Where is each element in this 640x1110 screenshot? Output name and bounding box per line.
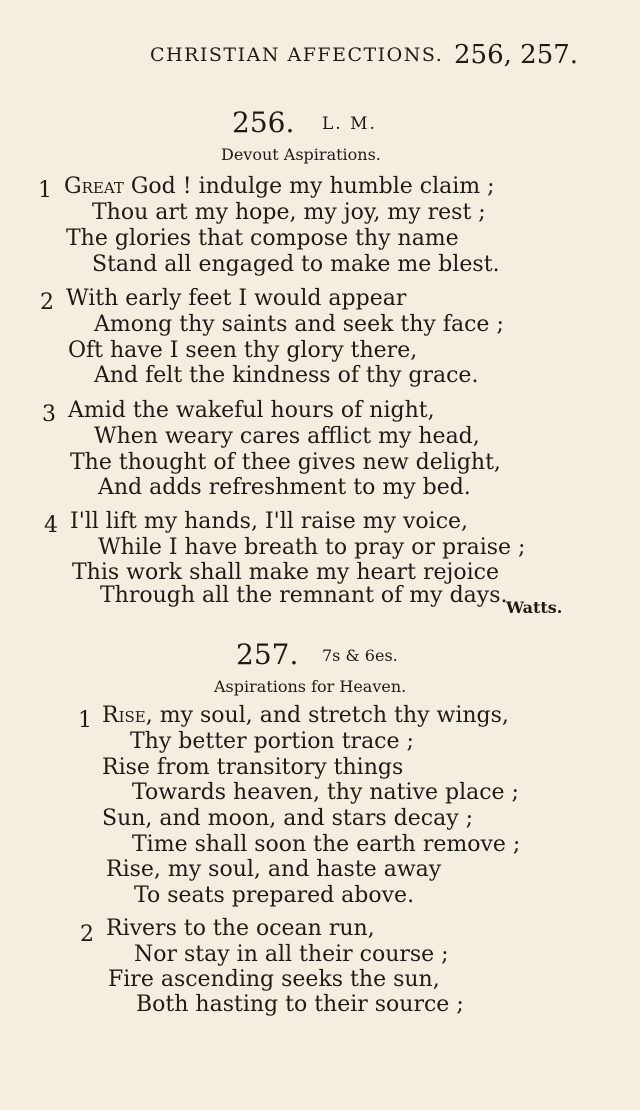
line-rest: , my soul, and stretch thy wings,	[145, 703, 509, 728]
verse-line: Among thy saints and seek thy face ;	[94, 312, 504, 337]
hymn-title: Aspirations for Heaven.	[214, 677, 407, 696]
verse-number: 2	[80, 922, 94, 947]
verse-line: And adds refreshment to my bed.	[98, 475, 471, 500]
hymn-number: 256.	[232, 106, 295, 139]
verse-line: Oft have I seen thy glory there,	[68, 338, 418, 363]
verse-line: Fire ascending seeks the sun,	[108, 967, 440, 992]
verse-line: When weary cares afflict my head,	[94, 424, 480, 449]
verse-number: 1	[38, 178, 52, 203]
verse-line: Rivers to the ocean run,	[106, 916, 375, 941]
verse-line: And felt the kindness of thy grace.	[94, 363, 479, 388]
hymn-meter: L. M.	[322, 114, 377, 134]
verse-line: Towards heaven, thy native place ;	[132, 780, 519, 805]
verse-line: Both hasting to their source ;	[136, 992, 464, 1017]
verse-line: Time shall soon the earth remove ;	[132, 832, 521, 857]
verse-line: Stand all engaged to make me blest.	[92, 252, 500, 277]
line-rest: God ! indulge my humble claim ;	[123, 174, 495, 199]
verse-number: 1	[78, 708, 92, 733]
verse-line: The thought of thee gives new delight,	[70, 450, 501, 475]
verse-line	[64, 174, 495, 199]
verse-line: With early feet I would appear	[66, 286, 407, 311]
verse-line: I'll lift my hands, I'll raise my voice,	[70, 509, 469, 534]
verse-line: While I have breath to pray or praise ;	[98, 535, 526, 560]
running-title: CHRISTIAN AFFECTIONS.	[150, 44, 444, 66]
verse-number: 4	[44, 513, 58, 538]
verse-line: To seats prepared above.	[134, 883, 415, 908]
hymn-title: Devout Aspirations.	[221, 145, 381, 164]
verse-line: Through all the remnant of my days.	[100, 583, 508, 608]
verse-line: Thou art my hope, my joy, my rest ;	[92, 200, 486, 225]
verse-line: This work shall make my heart rejoice	[72, 560, 499, 585]
hymn-attribution: Watts.	[506, 598, 563, 617]
page-numbers: 256, 257.	[454, 40, 579, 70]
hymn-meter: 7s & 6es.	[322, 646, 398, 665]
verse-line: Nor stay in all their course ;	[134, 942, 449, 967]
verse-line: Rise from transitory things	[102, 755, 404, 780]
lead-word: Rise	[102, 703, 146, 728]
hymn-number: 257.	[236, 638, 299, 671]
verse-number: 3	[42, 402, 56, 427]
verse-line: The glories that compose thy name	[66, 226, 459, 251]
verse-line	[102, 703, 509, 728]
verse-line: Rise, my soul, and haste away	[106, 857, 442, 882]
verse-line: Sun, and moon, and stars decay ;	[102, 806, 474, 831]
lead-word: Great	[64, 174, 124, 199]
verse-line: Amid the wakeful hours of night,	[68, 398, 435, 423]
verse-line: Thy better portion trace ;	[130, 729, 414, 754]
verse-number: 2	[40, 290, 54, 315]
